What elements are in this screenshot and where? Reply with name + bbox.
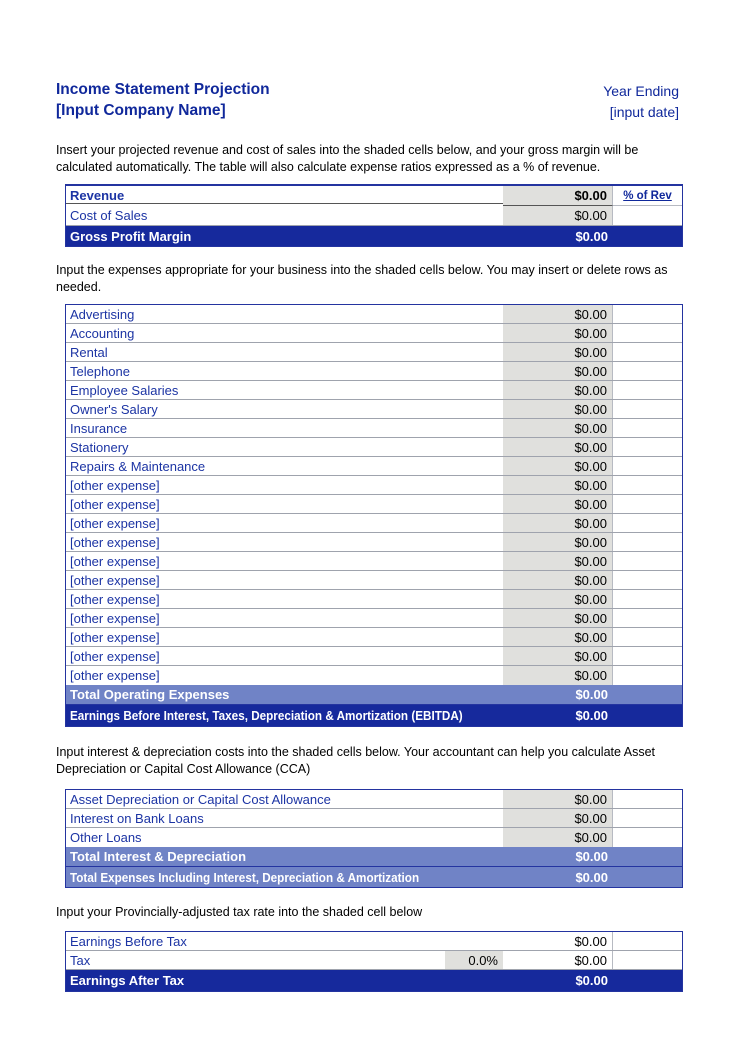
- expense-row: [66, 419, 682, 438]
- expense-input-cell[interactable]: $0.00: [503, 666, 613, 685]
- revenue-table: [65, 184, 683, 247]
- expense-label: [other expense]: [70, 668, 160, 683]
- expense-row: [66, 438, 682, 457]
- expense-input-cell[interactable]: $0.00: [503, 381, 613, 399]
- expense-row: [66, 457, 682, 476]
- total-expenses-incl-label: Total Expenses Including Interest, Depreciation & Amortization: [70, 869, 420, 885]
- ebitda-row: [66, 705, 682, 726]
- total-expenses-incl-row: [66, 867, 682, 887]
- expense-input-cell[interactable]: $0.00: [503, 476, 613, 494]
- expense-label: Employee Salaries: [70, 382, 179, 398]
- gross-profit-row: [66, 226, 682, 246]
- expense-input-cell[interactable]: $0.00: [503, 628, 613, 646]
- tax-instructions: Input your Provincially-adjusted tax rate into the shaded cell below: [56, 905, 423, 919]
- ebitda-value: $0.00: [575, 708, 608, 723]
- expense-input-cell[interactable]: $0.00: [503, 590, 613, 608]
- expense-row: [66, 609, 682, 628]
- interest-input-cell[interactable]: $0.00: [503, 828, 613, 847]
- expense-row: [66, 571, 682, 590]
- total-operating-expenses-row: [66, 685, 682, 705]
- interest-row: [66, 790, 682, 809]
- expense-input-cell[interactable]: $0.00: [503, 362, 613, 380]
- total-operating-expenses-value: $0.00: [575, 687, 608, 702]
- year-ending-label: Year Ending: [603, 83, 679, 99]
- revenue-label: Revenue: [66, 188, 503, 204]
- earnings-before-tax-value: $0.00: [503, 932, 613, 950]
- tax-table: [65, 931, 683, 992]
- expense-label: Telephone: [70, 363, 130, 379]
- expense-label: Owner's Salary: [70, 401, 158, 417]
- expense-input-cell[interactable]: $0.00: [503, 343, 613, 361]
- expense-label: [other expense]: [70, 591, 160, 607]
- earnings-after-tax-row: [66, 970, 682, 991]
- expense-label: Advertising: [70, 306, 135, 322]
- header-period: [603, 81, 679, 123]
- interest-input-cell[interactable]: $0.00: [503, 809, 613, 827]
- cost-of-sales-input-cell[interactable]: $0.00: [503, 206, 613, 225]
- expense-input-cell[interactable]: $0.00: [503, 495, 613, 513]
- earnings-before-tax-row: [66, 932, 682, 951]
- earnings-before-tax-label: Earnings Before Tax: [70, 933, 187, 949]
- expense-input-cell[interactable]: $0.00: [503, 438, 613, 456]
- expense-label: [other expense]: [70, 629, 160, 645]
- expense-label: Accounting: [70, 325, 135, 341]
- pct-of-rev-cell: [613, 186, 682, 206]
- header: [56, 79, 270, 121]
- interest-instructions: Input interest & depreciation costs into the shaded cells below. Your accountant can help you calculate Asset Depreciation or Capital Cost Allowance (CCA): [56, 745, 655, 776]
- interest-input-cell[interactable]: $0.00: [503, 790, 613, 808]
- expense-input-cell[interactable]: $0.00: [503, 324, 613, 342]
- total-interest-depreciation-label: Total Interest & Depreciation: [70, 849, 247, 864]
- expense-label: [other expense]: [70, 534, 160, 550]
- cost-of-sales-row: [66, 206, 682, 226]
- input-date[interactable]: [input date]: [609, 104, 679, 120]
- tax-row: [66, 951, 682, 970]
- expense-row: [66, 400, 682, 419]
- expense-row: [66, 362, 682, 381]
- expense-row: [66, 343, 682, 362]
- expense-row: [66, 381, 682, 400]
- expense-input-cell[interactable]: $0.00: [503, 647, 613, 665]
- ebitda-label: Earnings Before Interest, Taxes, Depreciation & Amortization (EBITDA): [70, 708, 463, 723]
- expense-row: [66, 476, 682, 495]
- expense-input-cell[interactable]: $0.00: [503, 400, 613, 418]
- earnings-after-tax-label: Earnings After Tax: [70, 973, 185, 988]
- expense-input-cell[interactable]: $0.00: [503, 552, 613, 570]
- revenue-instructions: Insert your projected revenue and cost of sales into the shaded cells below, and your gross margin will be calculated automatically. The table will also calculate expense ratios expressed as a % of revenue.: [56, 143, 639, 174]
- expense-input-cell[interactable]: $0.00: [503, 609, 613, 627]
- expense-input-cell[interactable]: $0.00: [503, 457, 613, 475]
- tax-value: $0.00: [503, 951, 613, 969]
- interest-label: Asset Depreciation or Capital Cost Allowance: [70, 791, 331, 807]
- expense-label: [other expense]: [70, 477, 160, 493]
- expense-row: [66, 305, 682, 324]
- expense-row: [66, 514, 682, 533]
- expense-row: [66, 647, 682, 666]
- expenses-instructions: Input the expenses appropriate for your business into the shaded cells below. You may insert or delete rows as needed.: [56, 263, 668, 294]
- expense-input-cell[interactable]: $0.00: [503, 419, 613, 437]
- expense-input-cell[interactable]: $0.00: [503, 305, 613, 323]
- expense-row: [66, 495, 682, 514]
- total-expenses-incl-value: $0.00: [575, 869, 608, 885]
- interest-row: [66, 809, 682, 828]
- total-interest-depreciation-value: $0.00: [575, 849, 608, 864]
- expense-label: Repairs & Maintenance: [70, 458, 206, 474]
- expense-row: [66, 533, 682, 552]
- pct-of-rev-link[interactable]: % of Rev: [623, 189, 672, 202]
- earnings-after-tax-value: $0.00: [575, 973, 608, 988]
- expense-label: [other expense]: [70, 610, 160, 626]
- expense-label: [other expense]: [70, 515, 160, 531]
- expense-input-cell[interactable]: $0.00: [503, 514, 613, 532]
- cost-of-sales-label: Cost of Sales: [70, 208, 148, 223]
- expense-row: [66, 324, 682, 343]
- expense-label: [other expense]: [70, 572, 160, 588]
- total-operating-expenses-label: Total Operating Expenses: [70, 687, 230, 702]
- expenses-table: [65, 304, 683, 727]
- interest-row: [66, 828, 682, 847]
- expense-row: [66, 552, 682, 571]
- expense-label: [other expense]: [70, 496, 160, 512]
- interest-label: Other Loans: [70, 830, 142, 845]
- expense-row: [66, 666, 682, 685]
- total-interest-depreciation-row: [66, 847, 682, 867]
- expense-rows: [66, 305, 682, 685]
- interest-rows: [66, 790, 682, 847]
- page-title: Income Statement Projection: [56, 81, 270, 98]
- interest-label: Interest on Bank Loans: [70, 810, 204, 826]
- gross-profit-value: $0.00: [575, 228, 608, 244]
- expense-row: [66, 628, 682, 647]
- expense-row: [66, 590, 682, 609]
- interest-table: [65, 789, 683, 888]
- expense-label: [other expense]: [70, 648, 160, 664]
- expense-input-cell[interactable]: $0.00: [503, 571, 613, 589]
- revenue-row: [66, 186, 682, 206]
- expense-label: [other expense]: [70, 553, 160, 569]
- expense-label: Rental: [70, 344, 108, 360]
- company-name[interactable]: [Input Company Name]: [56, 102, 226, 119]
- expense-input-cell[interactable]: $0.00: [503, 533, 613, 551]
- tax-rate-input-cell[interactable]: 0.0%: [445, 951, 503, 969]
- expense-label: Stationery: [70, 439, 129, 455]
- gross-profit-label: Gross Profit Margin: [70, 228, 192, 244]
- expense-label: Insurance: [70, 420, 128, 436]
- revenue-input-cell[interactable]: $0.00: [503, 186, 613, 206]
- tax-label: Tax: [70, 952, 91, 968]
